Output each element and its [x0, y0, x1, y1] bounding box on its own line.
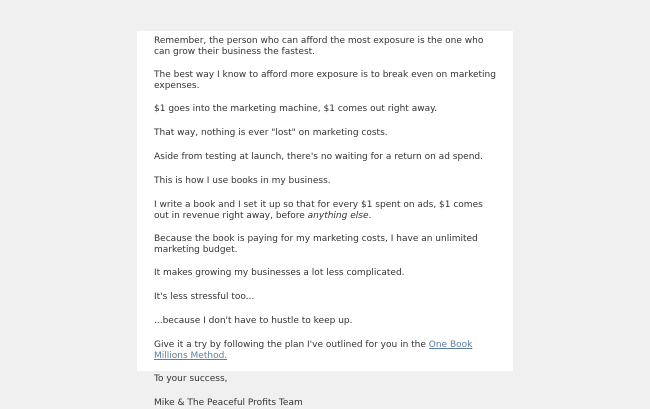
paragraph-marketing-machine: $1 goes into the marketing machine, $1 comes out right away. — [154, 104, 437, 114]
paragraph-testing-launch: Aside from testing at launch, there's no waiting for a return on ad spend. — [154, 152, 483, 162]
paragraph-write-book-end: . — [368, 211, 372, 221]
paragraph-hustle: ...because I don't have to hustle to keep up. — [154, 316, 353, 326]
paragraph-write-book — [154, 200, 499, 222]
paragraph-signature: Mike & The Peaceful Profits Team — [154, 398, 303, 408]
paragraph-unlimited-budget: Because the book is paying for my marketing costs, I have an unlimited marketing budget. — [154, 234, 478, 255]
paragraph-less-stressful: It's less stressful too... — [154, 292, 255, 302]
paragraph-give-it-a-try — [154, 340, 499, 362]
paragraph-sign-off: To your success, — [154, 374, 228, 384]
paragraph-nothing-lost: That way, nothing is ever "lost" on marketing costs. — [154, 128, 388, 138]
one-book-millions-method-link[interactable]: One Book Millions Method. — [154, 340, 473, 361]
paragraph-books-business: This is how I use books in my business. — [154, 176, 331, 186]
paragraph-write-book-text: I write a book and I set it up so that for every $1 spent on ads, $1 comes out in revenue right away, before — [154, 200, 483, 221]
emphasis-anything-else: anything else — [307, 211, 369, 221]
paragraph-less-complicated: It makes growing my businesses a lot less complicated. — [154, 268, 405, 278]
paragraph-break-even: The best way I know to afford more exposure is to break even on marketing expenses. — [154, 70, 496, 91]
paragraph-exposure: Remember, the person who can afford the most exposure is the one who can grow their business the fastest. — [154, 36, 484, 57]
email-body — [137, 31, 513, 408]
paragraph-give-it-a-try-text: Give it a try by following the plan I've outlined for you in the — [154, 340, 429, 350]
